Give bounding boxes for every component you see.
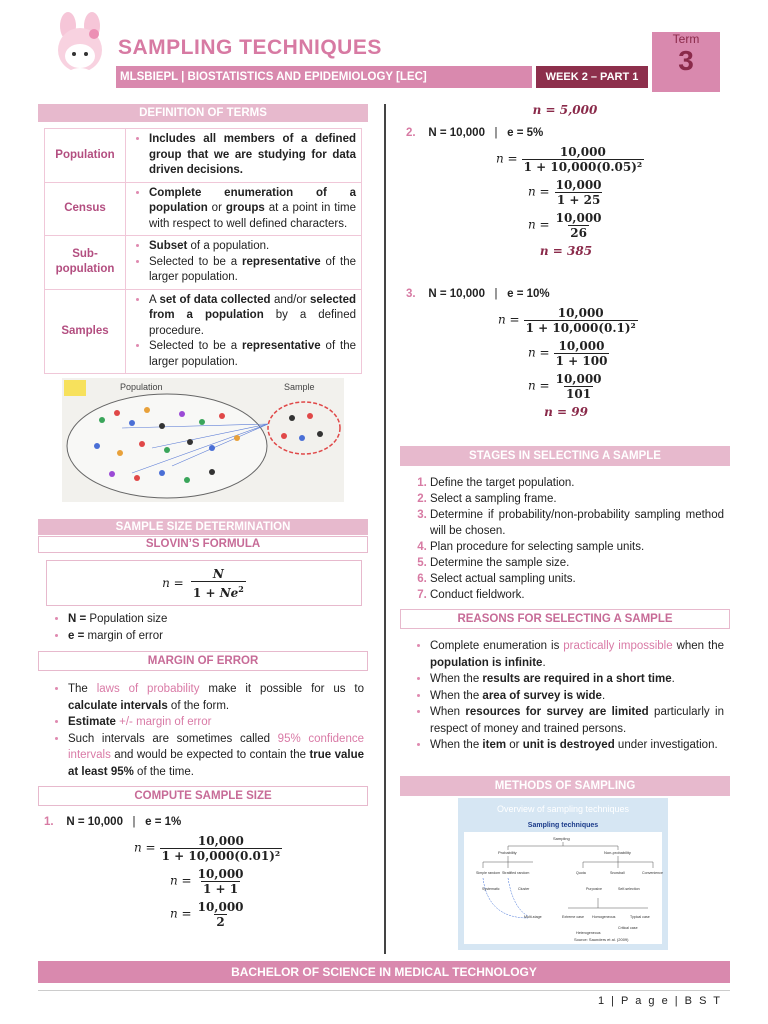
list-item: 5. Determine the sample size. [430,555,724,571]
term-population: Population [45,129,126,183]
term-number: 3 [678,45,694,76]
term-subpopulation: Sub-population [45,236,126,290]
diagram-leaf: Self-selection [618,887,640,891]
list-item: 7. Conduct fieldwork. [430,587,724,603]
list-item: • N = Population size [68,611,364,628]
diagram-leaf: Homogeneous [592,915,616,919]
term-box [652,32,720,92]
list-item: 3. Determine if probability/non-probability sampling method will be chosen. [430,507,724,539]
diagram-leaf: Simple random [476,871,501,875]
week-badge: WEEK 2 – PART 1 [536,66,648,88]
definition-cell: • Subset of a population. • Selected to be a representative of the larger population. [126,236,362,290]
diagram-leaf: Typical case [630,915,650,919]
diagram-leaf: Systematic [482,887,500,891]
table-row [45,289,362,374]
diagram-leaf: Critical case [618,926,638,930]
definition-header: DEFINITION OF TERMS [38,104,368,122]
diagram-leaf: Convenience [642,871,663,875]
diagram-leaf: Stratified random [502,871,530,875]
table-row [45,182,362,236]
diagram-subtitle: Sampling techniques [527,822,599,829]
sampling-techniques-diagram [458,798,668,950]
definition-table [44,128,362,374]
column-divider [384,104,386,954]
page-title: SAMPLING TECHNIQUES [118,36,382,59]
reasons-header: REASONS FOR SELECTING A SAMPLE [400,609,730,629]
table-row [45,236,362,290]
diagram-leaf: Purposive [586,887,602,891]
stages-list [406,475,724,603]
example-3: 3. N = 10,000 | e = 10% n = $\frac{10,000}{\text{1 + 10,000(0.1)²}}$ n = $\frac{10,000}{1 + 100}$ n = $\frac{10,000}{101}$ n = 99 [406,286,726,419]
mascot-logo [42,12,120,94]
slovin-definitions [44,611,364,644]
footer-program-bar: BACHELOR OF SCIENCE IN MEDICAL TECHNOLOGY [38,961,730,983]
diagram-title: Overview of sampling techniques [496,804,630,814]
example-2: 2. N = 10,000 | e = 5% n = $\frac{10,000}{\text{1 + 10,000(0.05)²}}$ n = $\frac{10,000}{1 + 25}$ n = $\frac{10,000}{26}$ n = 385 [406,125,726,258]
diagram-leaf: Heterogeneous [576,931,601,935]
list-item: 2. Select a sampling frame. [430,491,724,507]
reasons-list: • Complete enumeration is practically impossible when the population is infinite. • When the results are required in a short time. • When the area of survey is wide. • When resources for survey are limited particularly in respect of money and trained persons. • When the item or unit is destroyed under investigation. [406,638,724,754]
list-item: 1. Define the target population. [430,475,724,491]
term-census: Census [45,182,126,236]
term-samples: Samples [45,289,126,374]
page-number: 1 | P a g e | B S T [597,995,722,1007]
example-1: 1. N = 10,000 | e = 1% n = $\frac{10,000}{\text{1 + 10,000(0.01)²}}$ n = $\frac{10,000}{1 + 1}$ n = $\frac{10,000}{2}$ [44,816,281,929]
definition-cell: • Complete enumeration of a population or groups at a point in time with respect to well defined characters. [126,182,362,236]
diagram-leaf: Cluster [518,887,530,891]
diagram-leaf: Snowball [610,871,625,875]
list-item: 6. Select actual sampling units. [430,571,724,587]
footer-divider [38,990,730,991]
diagram-probability: Probability [498,850,517,855]
stages-header: STAGES IN SELECTING A SAMPLE [400,446,730,466]
definition-cell: • A set of data collected and/or selected from a population by a defined procedure. • Selected to be a representative of the larger population. [126,289,362,374]
sample-size-header: SAMPLE SIZE DETERMINATION [38,519,368,535]
margin-of-error-list: • The laws of probability make it possible for us to calculate intervals of the form. • Estimate +/- margin of error • Such intervals are sometimes called 95% confidence intervals and would be expected to contain the true value at least 95% of the time. [44,681,364,780]
compute-sample-size-header: COMPUTE SAMPLE SIZE [38,786,368,806]
example-2-result: n = 385 [539,244,593,258]
slovin-header: SLOVIN’S FORMULA [38,536,368,553]
table-row [45,129,362,183]
example-1-result: n = 5,000 [532,103,598,117]
slovin-formula: n = $\frac{N}{1 + Ne^2}$ [46,560,362,606]
diagram-source: Source: Saunders et al. (2009) [574,937,629,942]
example-3-result: n = 99 [544,405,588,419]
diagram-leaf: Extreme case [562,915,584,919]
methods-header: METHODS OF SAMPLING [400,776,730,796]
figure-population-label: Population [120,382,163,392]
diagram-leaf: Multi-stage [524,915,542,919]
population-sample-figure [62,378,344,502]
list-item: 4. Plan procedure for selecting sample units. [430,539,724,555]
list-item: • e = margin of error [68,628,364,645]
diagram-leaf: Quota [576,871,586,875]
definition-cell: • Includes all members of a defined group that we are studying for data driven decisions. [126,129,362,183]
figure-sample-label: Sample [284,382,315,392]
margin-of-error-header: MARGIN OF ERROR [38,651,368,671]
course-bar: MLSBIEPL | BIOSTATISTICS AND EPIDEMIOLOGY [LEC] [116,66,532,88]
term-label: Term [672,32,700,46]
diagram-non-probability: Non-probability [604,850,631,855]
diagram-root: Sampling [553,836,570,841]
